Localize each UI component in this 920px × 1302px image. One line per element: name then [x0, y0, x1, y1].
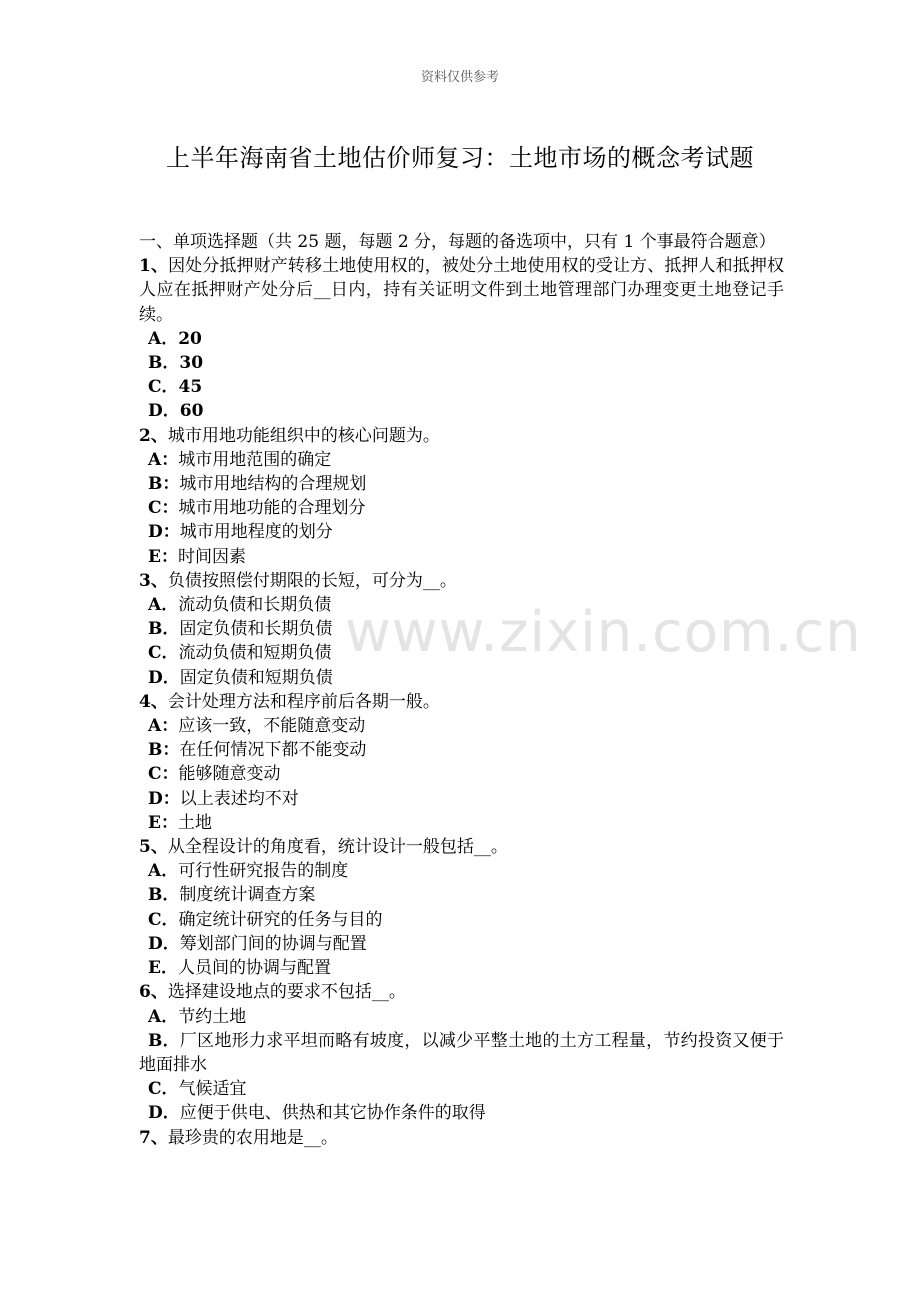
question-number: 4、: [139, 691, 168, 712]
option-c: C：能够随意变动: [148, 764, 281, 785]
question-2: [139, 424, 784, 569]
option-b: B：在任何情况下都不能变动: [148, 740, 367, 761]
option-c: C．确定统计研究的任务与目的: [148, 909, 383, 930]
option-b: B．30: [148, 353, 204, 374]
question-1: [139, 254, 784, 423]
option-a: A．节约土地: [148, 1006, 247, 1027]
option-c: C．流动负债和短期负债: [148, 643, 332, 664]
option-b: B．制度统计调查方案: [148, 885, 316, 906]
question-stem: 因处分抵押财产转移土地使用权的，被处分土地使用权的受让方、抵押人和抵押权人应在抵押财产处分后__日内，持有关证明文件到土地管理部门办理变更土地登记手续。: [139, 256, 784, 325]
section-heading: 一、单项选择题（共 25 题，每题 2 分，每题的备选项中，只有 1 个事最符合题意）: [139, 232, 776, 252]
header-note: 资料仅供参考: [420, 70, 499, 85]
question-7: [139, 1126, 784, 1150]
question-number: 6、: [139, 982, 168, 1003]
option-d: D：城市用地程度的划分: [148, 522, 333, 543]
question-5: [139, 835, 784, 980]
question-6: [139, 980, 784, 1125]
question-3: [139, 569, 784, 690]
document-title: 上半年海南省土地估价师复习：土地市场的概念考试题: [166, 144, 754, 172]
question-number: 7、: [139, 1127, 168, 1148]
option-b: B．固定负债和长期负债: [148, 619, 333, 640]
question-stem: 选择建设地点的要求不包括__。: [167, 982, 406, 1003]
option-d: D．固定负债和短期负债: [148, 667, 333, 688]
document-body: [139, 230, 784, 1150]
watermark: www.zixin.com.cn: [345, 600, 862, 665]
question-stem: 负债按照偿付期限的长短，可分为__。: [167, 570, 457, 591]
option-a: A．20: [148, 328, 202, 349]
option-b: B：城市用地结构的合理规划: [148, 474, 367, 495]
option-a: A：城市用地范围的确定: [148, 449, 332, 470]
question-number: 1、: [139, 256, 169, 277]
option-c: C．气候适宜: [148, 1079, 247, 1100]
option-b: B．厂区地形力求平坦而略有坡度，以减少平整土地的土方工程量，节约投资又便于地面排水: [139, 1030, 784, 1075]
question-number: 5、: [139, 837, 168, 858]
question-stem: 城市用地功能组织中的核心问题为。: [167, 425, 440, 446]
option-c: C．45: [148, 377, 203, 398]
option-d: D．筹划部门间的协调与配置: [148, 933, 367, 954]
question-4: [139, 690, 784, 835]
question-stem: 会计处理方法和程序前后各期一般。: [167, 691, 440, 712]
option-c: C：城市用地功能的合理划分: [148, 498, 366, 519]
question-stem: 最珍贵的农用地是__。: [167, 1127, 338, 1148]
question-number: 2、: [139, 425, 168, 446]
option-a: A．可行性研究报告的制度: [148, 861, 349, 882]
option-e: E：时间因素: [148, 546, 246, 567]
option-e: E．人员间的协调与配置: [148, 958, 331, 979]
question-stem: 从全程设计的角度看，统计设计一般包括__。: [167, 837, 508, 858]
option-a: A．流动负债和长期负债: [148, 595, 332, 616]
option-a: A：应该一致，不能随意变动: [148, 716, 366, 737]
option-d: D．应便于供电、供热和其它协作条件的取得: [148, 1103, 486, 1124]
option-d: D：以上表述均不对: [148, 788, 299, 809]
question-number: 3、: [139, 570, 168, 591]
option-e: E：土地: [148, 812, 212, 833]
option-d: D．60: [148, 401, 204, 422]
